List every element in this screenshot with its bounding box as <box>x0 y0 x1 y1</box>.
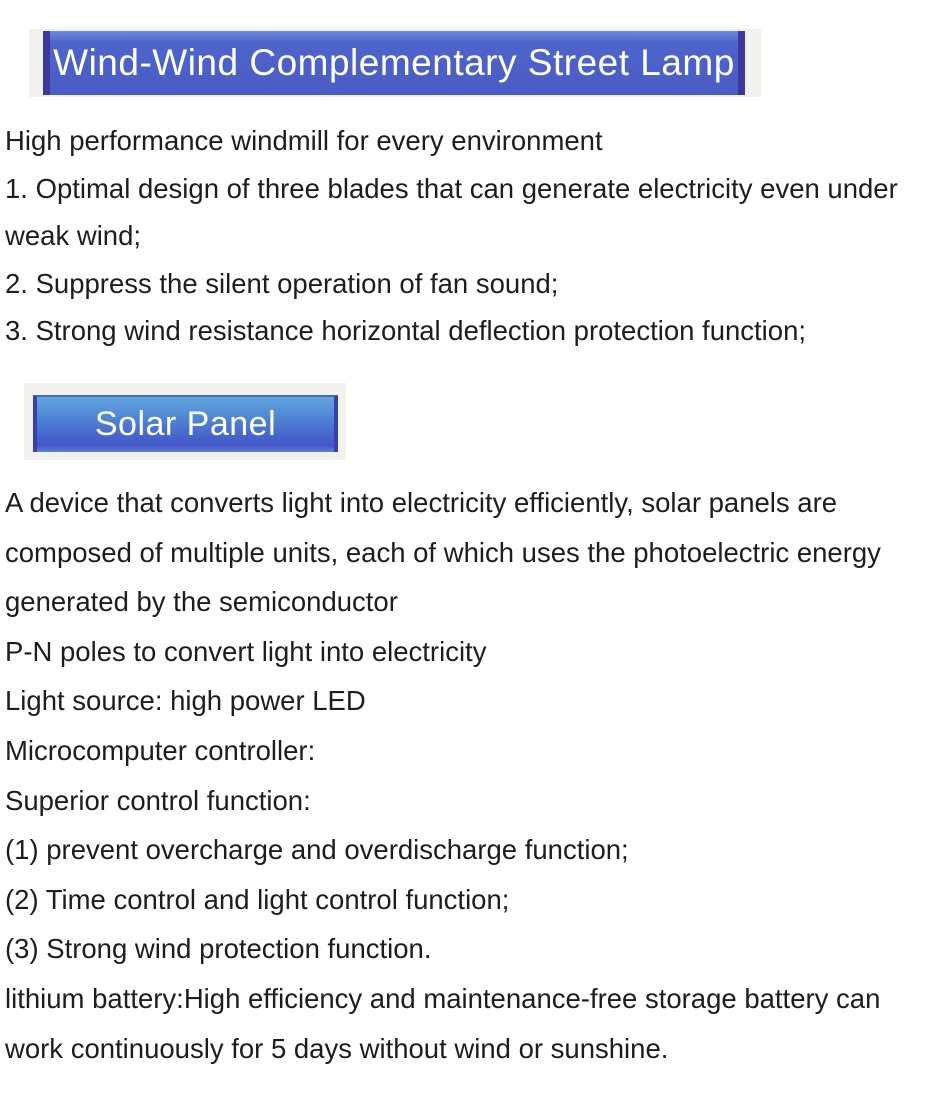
windmill-line: 3. Strong wind resistance horizontal deflection protection function; <box>5 315 807 347</box>
solar-line: Light source: high power LED <box>5 685 366 717</box>
solar-line: Microcomputer controller: <box>5 734 316 766</box>
solar-line: composed of multiple units, each of which uses the photoelectric energy <box>5 536 881 568</box>
wind-banner-title: Wind-Wind Complementary Street Lamp <box>53 42 735 83</box>
solar-line: A device that converts light into electricity efficiently, solar panels are <box>5 487 838 518</box>
windmill-line: High performance windmill for every environment <box>5 125 603 156</box>
solar-line: (2) Time control and light control function; <box>5 883 510 915</box>
solar-line: work continuously for 5 days without wind or sunshine. <box>5 1032 669 1064</box>
windmill-description <box>5 117 947 355</box>
solar-line: lithium battery:High efficiency and maintenance-free storage battery can <box>5 982 881 1014</box>
windmill-line: weak wind; <box>5 220 142 252</box>
solar-line: Superior control function: <box>5 784 311 816</box>
solar-line: (1) prevent overcharge and overdischarge function; <box>5 834 629 866</box>
solar-line: generated by the semiconductor <box>5 586 398 618</box>
solar-banner-title: Solar Panel <box>94 405 277 443</box>
solar-banner <box>33 395 338 452</box>
windmill-line: 1. Optimal design of three blades that can generate electricity even under <box>5 172 898 204</box>
solar-line: (3) Strong wind protection function. <box>5 933 432 965</box>
solar-description <box>5 478 947 1073</box>
windmill-line: 2. Suppress the silent operation of fan sound; <box>5 267 559 299</box>
solar-line: P-N poles to convert light into electricity <box>5 635 487 667</box>
wind-banner <box>43 31 745 95</box>
